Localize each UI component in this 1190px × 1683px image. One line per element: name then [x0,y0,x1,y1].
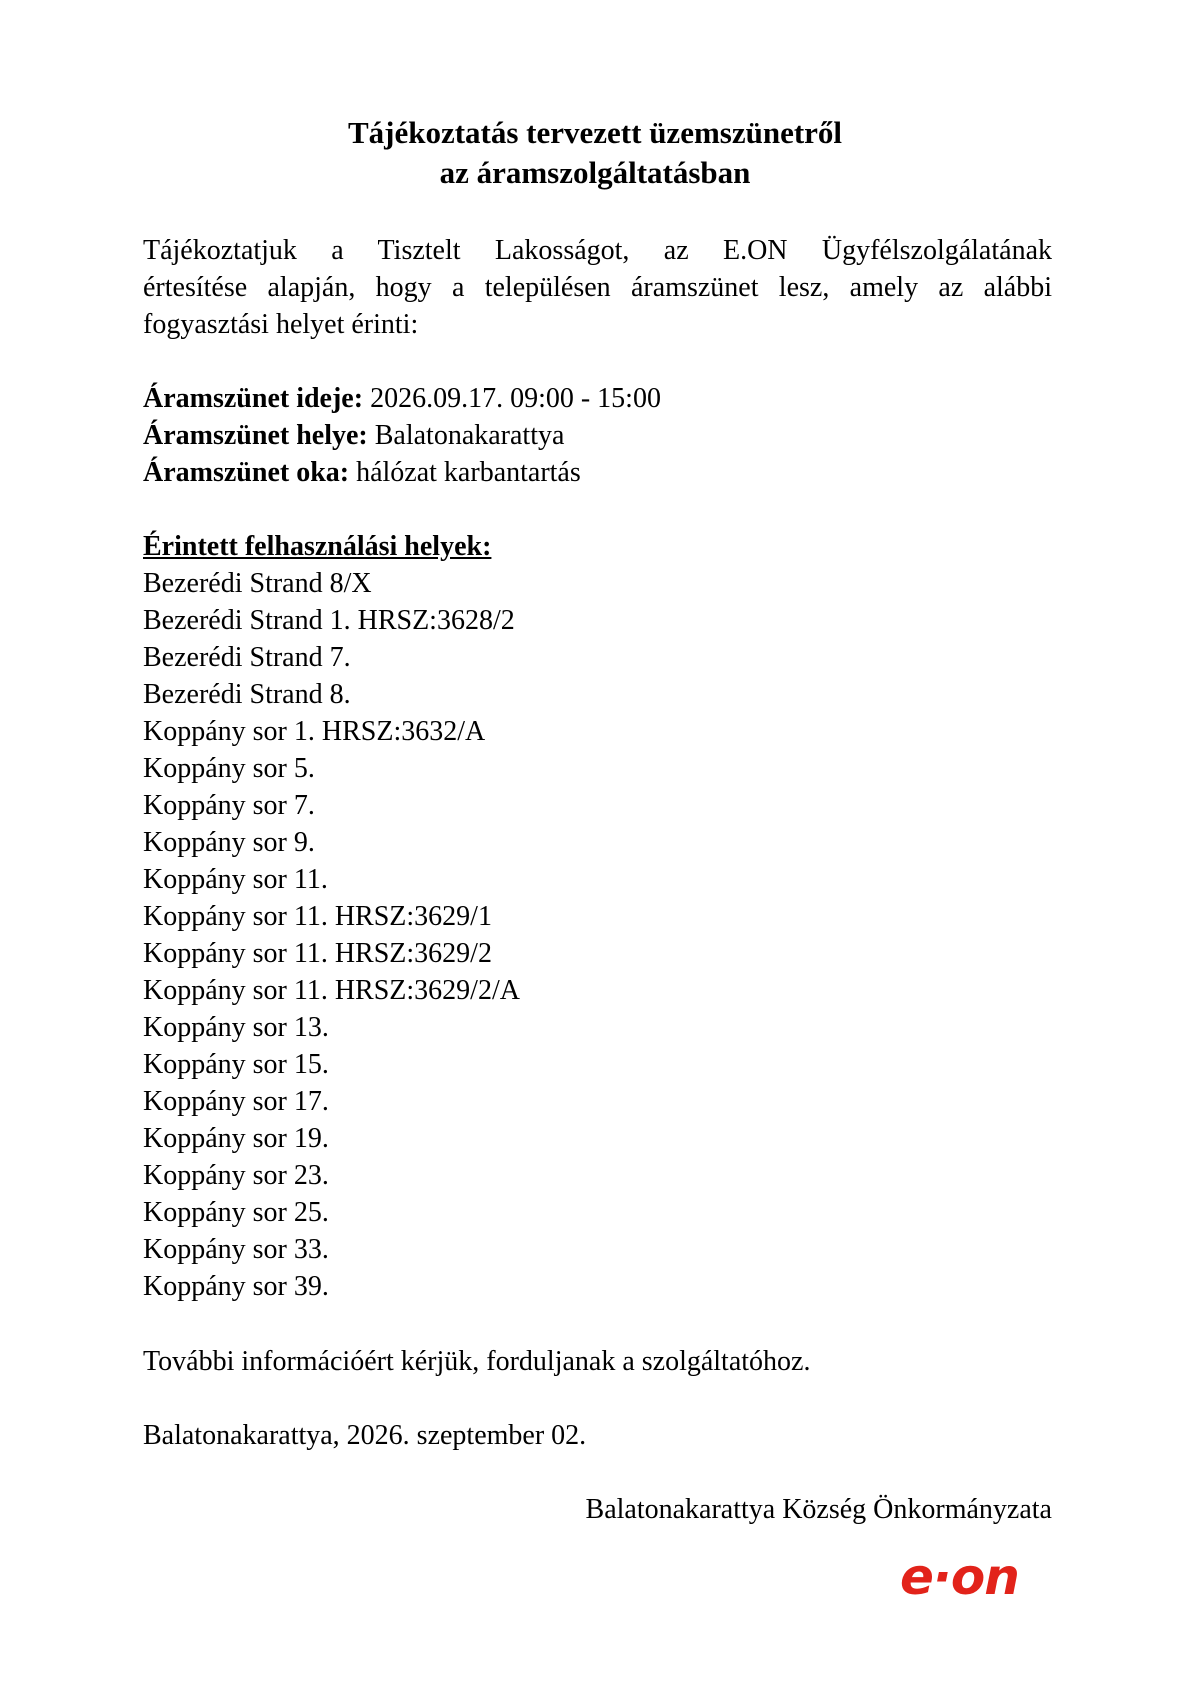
affected-place-item: Koppány sor 7. [143,790,315,821]
intro-paragraph [143,232,1052,343]
affected-place-item: Koppány sor 23. [143,1160,329,1191]
affected-place-item: Bezerédi Strand 8/X [143,568,372,599]
affected-place-item: Koppány sor 5. [143,753,315,784]
affected-places-heading: Érintett felhasználási helyek: [143,531,492,562]
outage-time-value: 2026.09.17. 09:00 - 15:00 [363,383,661,414]
intro-line-3: fogyasztási helyet érinti: [143,309,419,340]
dateline: Balatonakarattya, 2026. szeptember 02. [143,1420,587,1451]
outage-time-label: Áramszünet ideje: [143,383,364,414]
more-info-text: További információért kérjük, forduljanak a szolgáltatóhoz. [143,1346,811,1377]
intro-line-1: Tájékoztatjuk a Tisztelt Lakosságot, az E.ON Ügyfélszolgálatának [143,235,1052,266]
affected-place-item: Koppány sor 17. [143,1086,329,1117]
outage-place-label: Áramszünet helye: [143,420,368,451]
affected-place-item: Koppány sor 15. [143,1049,329,1080]
affected-place-item: Bezerédi Strand 8. [143,679,351,710]
affected-places [143,528,520,1305]
title-line-2: az áramszolgáltatásban [439,155,751,190]
outage-place-row [143,417,661,454]
affected-place-item: Koppány sor 1. HRSZ:3632/A [143,716,486,747]
title-line-1: Tájékoztatás tervezett üzemszünetről [347,115,843,150]
affected-place-item: Koppány sor 39. [143,1271,329,1302]
eon-logo-text: e·on [900,1548,1019,1606]
outage-details [143,380,661,491]
signature: Balatonakarattya Község Önkormányzata [585,1494,1052,1525]
affected-place-item: Koppány sor 11. [143,864,328,895]
affected-place-item: Koppány sor 25. [143,1197,329,1228]
eon-logo-icon [898,1548,1040,1606]
affected-place-item: Koppány sor 11. HRSZ:3629/2 [143,938,492,969]
affected-place-item: Koppány sor 11. HRSZ:3629/2/A [143,975,520,1006]
affected-place-item: Koppány sor 33. [143,1234,329,1265]
affected-place-item: Bezerédi Strand 1. HRSZ:3628/2 [143,605,515,636]
outage-time-row [143,380,661,417]
outage-reason-label: Áramszünet oka: [143,457,350,488]
page-title [0,113,1190,193]
outage-reason-value: hálózat karbantartás [349,457,581,488]
affected-place-item: Koppány sor 9. [143,827,315,858]
intro-line-2: értesítése alapján, hogy a településen áramszünet lesz, amely az alábbi [143,272,1052,303]
outage-place-value: Balatonakarattya [367,420,565,451]
affected-places-list [143,565,520,1305]
affected-place-item: Bezerédi Strand 7. [143,642,351,673]
affected-place-item: Koppány sor 19. [143,1123,329,1154]
affected-place-item: Koppány sor 13. [143,1012,329,1043]
affected-place-item: Koppány sor 11. HRSZ:3629/1 [143,901,492,932]
outage-reason-row [143,454,661,491]
